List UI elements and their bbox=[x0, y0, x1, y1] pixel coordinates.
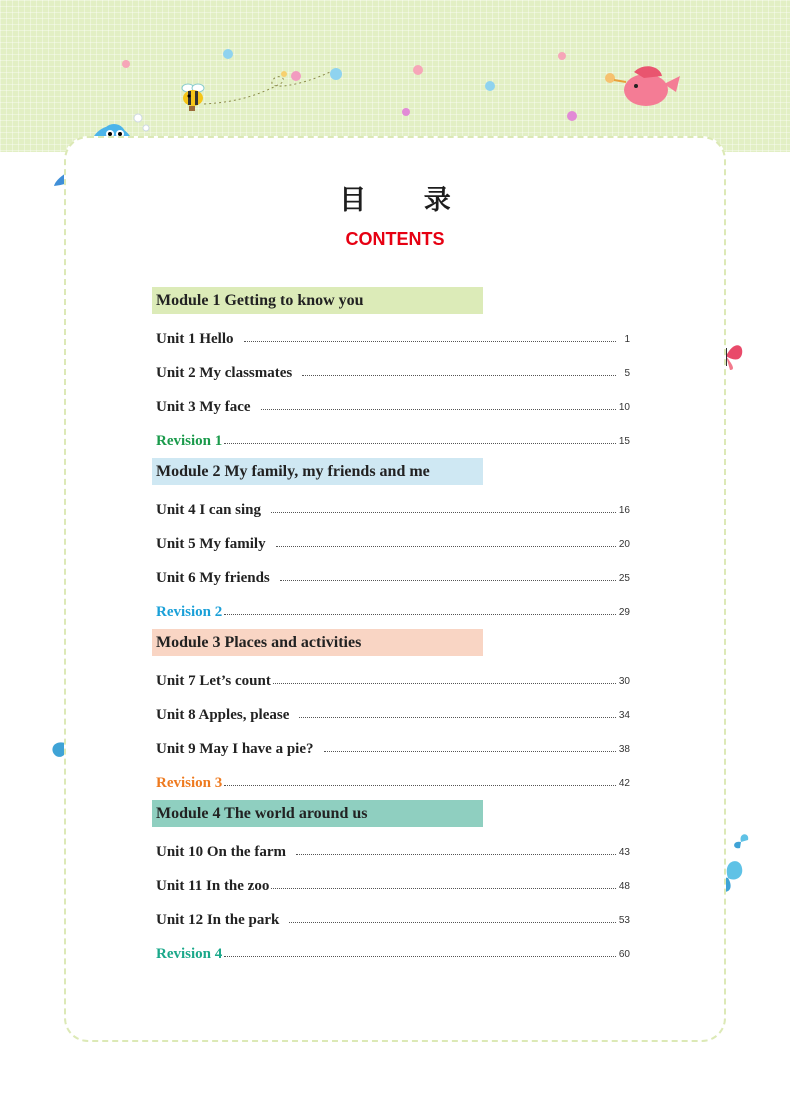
flower-decorations bbox=[110, 40, 590, 130]
toc-entry-unit-5[interactable] bbox=[152, 527, 630, 553]
toc-entry-unit-4[interactable] bbox=[152, 493, 630, 519]
page-number: 16 bbox=[618, 505, 630, 516]
toc-entry-revision-3[interactable] bbox=[152, 766, 630, 792]
revision-label: Revision 1 bbox=[156, 433, 223, 449]
toc-entry-label: Unit 5 My family bbox=[156, 536, 266, 552]
toc-entry-unit-12[interactable] bbox=[152, 903, 630, 929]
pink-bird-icon bbox=[604, 62, 684, 112]
toc-entry-label: Unit 1 Hello bbox=[156, 331, 234, 347]
table-of-contents bbox=[152, 287, 630, 971]
toc-entry-revision-4[interactable] bbox=[152, 937, 630, 963]
leader-dots bbox=[271, 888, 616, 889]
module-4-heading[interactable]: Module 4 The world around us bbox=[152, 800, 483, 827]
leader-dots bbox=[276, 546, 616, 547]
revision-label: Revision 2 bbox=[156, 604, 223, 620]
toc-entry-label: Unit 9 May I have a pie? bbox=[156, 741, 314, 757]
toc-entry-unit-8[interactable] bbox=[152, 698, 630, 724]
toc-entry-label: Unit 10 On the farm bbox=[156, 844, 286, 860]
leader-dots bbox=[324, 751, 617, 752]
leader-dots bbox=[299, 717, 616, 718]
page-number: 29 bbox=[618, 607, 630, 618]
toc-entry-unit-3[interactable] bbox=[152, 390, 630, 416]
toc-entry-unit-2[interactable] bbox=[152, 356, 630, 382]
leader-dots bbox=[261, 409, 616, 410]
leader-dots bbox=[271, 512, 616, 513]
leader-dots bbox=[224, 443, 616, 444]
toc-entry-unit-7[interactable] bbox=[152, 664, 630, 690]
leader-dots bbox=[224, 956, 616, 957]
toc-entry-revision-2[interactable] bbox=[152, 595, 630, 621]
toc-entry-unit-11[interactable] bbox=[152, 869, 630, 895]
butterfly-icon-blue-small bbox=[730, 832, 752, 852]
toc-entry-label: Unit 8 Apples, please bbox=[156, 707, 290, 723]
toc-entry-revision-1[interactable] bbox=[152, 424, 630, 450]
toc-entry-label: Unit 7 Let’s count bbox=[156, 673, 271, 689]
page-number: 5 bbox=[624, 368, 630, 379]
toc-entry-label: Unit 2 My classmates bbox=[156, 365, 293, 381]
leader-dots bbox=[244, 341, 617, 342]
page-number: 53 bbox=[618, 915, 630, 926]
module-2-heading[interactable]: Module 2 My family, my friends and me bbox=[152, 458, 483, 485]
leader-dots bbox=[289, 922, 616, 923]
leader-dots bbox=[224, 614, 616, 615]
page-title-chinese: 目 录 bbox=[339, 185, 475, 216]
page-number: 60 bbox=[618, 949, 630, 960]
toc-entry-unit-6[interactable] bbox=[152, 561, 630, 587]
leader-dots bbox=[302, 375, 616, 376]
leader-dots bbox=[280, 580, 616, 581]
page-number: 15 bbox=[618, 436, 630, 447]
page-number: 25 bbox=[618, 573, 630, 584]
page-title-english: CONTENTS bbox=[345, 229, 445, 249]
page-number: 30 bbox=[618, 676, 630, 687]
leader-dots bbox=[273, 683, 616, 684]
toc-entry-label: Unit 12 In the park bbox=[156, 912, 280, 928]
toc-entry-label: Unit 3 My face bbox=[156, 399, 251, 415]
toc-entry-unit-9[interactable] bbox=[152, 732, 630, 758]
page-number: 38 bbox=[618, 744, 630, 755]
revision-label: Revision 4 bbox=[156, 946, 223, 962]
toc-entry-label: Unit 6 My friends bbox=[156, 570, 270, 586]
toc-entry-label: Unit 11 In the zoo bbox=[156, 878, 270, 894]
toc-entry-unit-1[interactable] bbox=[152, 322, 630, 348]
page-number: 42 bbox=[618, 778, 630, 789]
module-3-heading[interactable]: Module 3 Places and activities bbox=[152, 629, 483, 656]
toc-entry-label: Unit 4 I can sing bbox=[156, 502, 262, 518]
page-number: 1 bbox=[624, 334, 630, 345]
module-1-heading[interactable]: Module 1 Getting to know you bbox=[152, 287, 483, 314]
page-number: 20 bbox=[618, 539, 630, 550]
page-number: 10 bbox=[618, 402, 630, 413]
toc-entry-unit-10[interactable] bbox=[152, 835, 630, 861]
leader-dots bbox=[296, 854, 616, 855]
page-number: 48 bbox=[618, 881, 630, 892]
leader-dots bbox=[224, 785, 616, 786]
page-number: 34 bbox=[618, 710, 630, 721]
revision-label: Revision 3 bbox=[156, 775, 223, 791]
page-number: 43 bbox=[618, 847, 630, 858]
